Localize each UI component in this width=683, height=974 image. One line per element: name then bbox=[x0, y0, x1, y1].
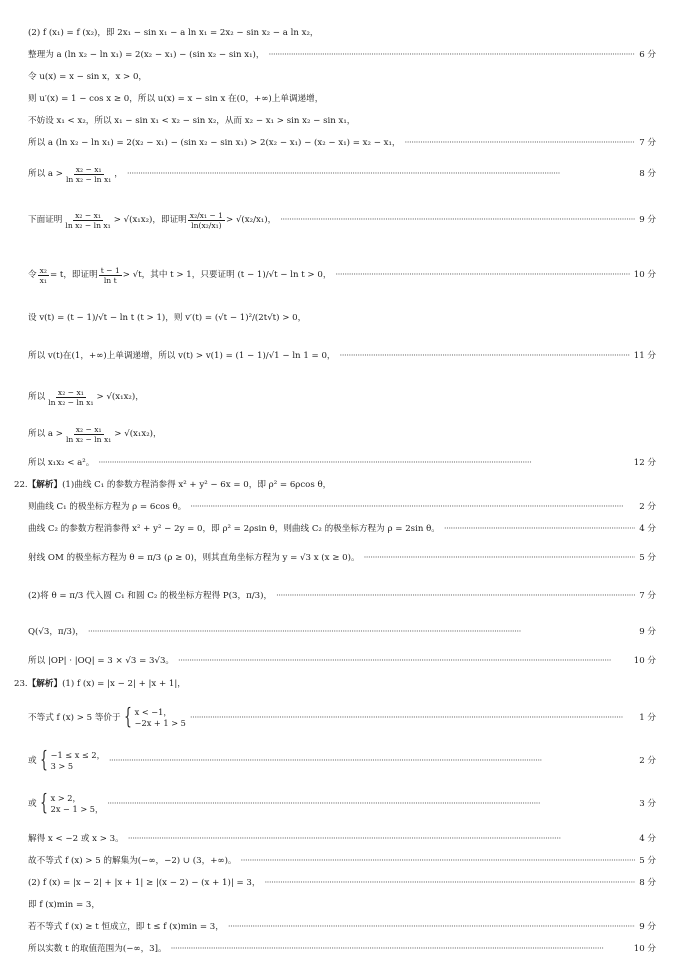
numerator: x₂ − x₁ bbox=[75, 424, 102, 434]
line-text: 所以 a > bbox=[28, 168, 63, 179]
leader-dots bbox=[190, 713, 635, 724]
text-line bbox=[28, 351, 656, 362]
text-line bbox=[28, 313, 656, 324]
line-text: (1)曲线 C₁ 的参数方程消参得 x² + y² − 6x = 0，即 ρ² = 6ρcos θ， bbox=[62, 480, 332, 490]
score-label: 8 分 bbox=[639, 878, 656, 888]
leader-dots bbox=[109, 756, 635, 767]
line-text: 不等式 f (x) > 5 等价于 bbox=[28, 712, 121, 723]
line-text: (2)将 θ = π/3 代入圆 C₁ 和圆 C₂ 的极坐标方程得 P(3，π/3)， bbox=[28, 591, 273, 601]
score-label: 12 分 bbox=[633, 458, 656, 468]
leader-dots bbox=[190, 502, 635, 513]
leader-dots bbox=[335, 270, 629, 281]
text-line bbox=[28, 502, 656, 513]
system-row: 2x − 1 > 5， bbox=[50, 804, 104, 814]
text-line bbox=[28, 553, 656, 564]
text-line bbox=[28, 138, 656, 149]
text-line bbox=[28, 423, 656, 445]
fraction bbox=[64, 425, 113, 444]
line-text: > √t，其中 t > 1，只要证明 (t − 1)/√t − ln t > 0， bbox=[122, 269, 332, 280]
score-label: 5 分 bbox=[639, 553, 656, 563]
fraction bbox=[63, 211, 112, 230]
system-row: −2x + 1 > 5 bbox=[134, 718, 186, 728]
line-text: 所以 bbox=[28, 391, 46, 402]
question-number: 23. bbox=[14, 679, 28, 689]
leader-dots bbox=[98, 458, 629, 469]
score-label: 8 分 bbox=[639, 168, 656, 179]
left-brace: { bbox=[123, 705, 132, 730]
score-label: 10 分 bbox=[633, 944, 656, 954]
text-line bbox=[28, 386, 656, 408]
line-text: 令 bbox=[28, 269, 37, 280]
system-row: x > 2， bbox=[50, 793, 81, 803]
line-text: 曲线 C₂ 的参数方程消参得 x² + y² − 2y = 0，即 ρ² = 2ρsin θ，则曲线 C₂ 的极坐标方程为 ρ = 2sin θ。 bbox=[28, 524, 440, 534]
score-label: 5 分 bbox=[639, 856, 656, 866]
numerator: t − 1 bbox=[100, 265, 120, 275]
line-text: = t，即证明 bbox=[49, 269, 98, 280]
text-line bbox=[28, 856, 656, 867]
text-line bbox=[28, 524, 656, 535]
line-text: 则 u′(x) = 1 − cos x ≥ 0，所以 u(x) = x − sin x 在(0，+∞)上单调递增， bbox=[28, 94, 324, 104]
line-text: 所以 a > bbox=[28, 428, 63, 439]
score-label: 2 分 bbox=[639, 755, 656, 766]
fraction bbox=[38, 266, 49, 285]
leader-dots bbox=[128, 834, 635, 845]
text-line bbox=[28, 50, 656, 61]
score-label: 7 分 bbox=[639, 138, 656, 148]
leader-dots bbox=[405, 138, 636, 149]
line-text: Q(√3，π/3)， bbox=[28, 627, 84, 637]
system-row: x < −1， bbox=[134, 707, 172, 717]
denominator: ln x₂ − ln x₁ bbox=[48, 397, 94, 407]
line-text: 所以 x₁x₂ < a²。 bbox=[28, 458, 95, 468]
question-number: 22. bbox=[14, 480, 28, 490]
question-22-header bbox=[14, 480, 642, 491]
text-line bbox=[28, 705, 656, 731]
leader-dots bbox=[228, 922, 635, 933]
score-label: 11 分 bbox=[633, 351, 656, 361]
text-line bbox=[28, 944, 656, 955]
leader-dots bbox=[340, 351, 630, 362]
text-line bbox=[28, 458, 656, 469]
score-label: 7 分 bbox=[639, 591, 656, 601]
text-line bbox=[28, 834, 656, 845]
left-brace: { bbox=[39, 791, 48, 816]
system-row: −1 ≤ x ≤ 2， bbox=[50, 750, 105, 760]
denominator: ln t bbox=[103, 275, 117, 285]
line-text: (2) f (x) = |x − 2| + |x + 1| ≥ |(x − 2) − (x + 1)| = 3， bbox=[28, 878, 261, 888]
denominator: ln x₂ − ln x₁ bbox=[65, 174, 112, 184]
equation-system bbox=[37, 750, 105, 772]
text-line bbox=[28, 791, 656, 817]
denominator: ln x₂ − ln x₁ bbox=[65, 220, 111, 230]
line-text: > √(x₂/x₁)， bbox=[226, 214, 277, 225]
text-line bbox=[28, 208, 656, 232]
leader-dots bbox=[178, 656, 630, 667]
line-text: 所以 v(t)在(1，+∞)上单调递增，所以 v(t) > v(1) = (1 − 1)/√1 − ln 1 = 0， bbox=[28, 351, 336, 361]
equation-system bbox=[37, 793, 104, 815]
numerator: x₂ − x₁ bbox=[75, 164, 102, 174]
fraction bbox=[188, 211, 225, 230]
leader-dots bbox=[364, 553, 636, 564]
line-text: 故不等式 f (x) > 5 的解集为(−∞，−2) ∪ (3，+∞)。 bbox=[28, 856, 237, 866]
analysis-tag: 【解析】 bbox=[27, 480, 63, 490]
score-label: 1 分 bbox=[639, 712, 656, 723]
score-label: 6 分 bbox=[639, 50, 656, 60]
line-text: 所以 a (ln x₂ − ln x₁) = 2(x₂ − x₁) − (sin x₂ − sin x₁) > 2(x₂ − x₁) − (x₂ − x₁) = x₂ − x₁， bbox=[28, 138, 401, 148]
line-text: (2) f (x₁) = f (x₂)，即 2x₁ − sin x₁ − a ln x₁ = 2x₂ − sin x₂ − a ln x₂， bbox=[28, 28, 319, 38]
line-text: 则曲线 C₁ 的极坐标方程为 ρ = 6cos θ。 bbox=[28, 502, 187, 512]
score-label: 9 分 bbox=[639, 214, 656, 225]
line-text: ， bbox=[114, 168, 123, 179]
fraction bbox=[64, 165, 113, 184]
leader-dots bbox=[276, 591, 635, 602]
line-text: > √(x₁x₂)， bbox=[114, 428, 162, 439]
leader-dots bbox=[280, 215, 635, 226]
line-text: 即 f (x)min = 3， bbox=[28, 900, 100, 910]
numerator: x₂ − x₁ bbox=[75, 210, 101, 220]
text-line bbox=[28, 264, 656, 286]
score-label: 9 分 bbox=[639, 922, 656, 932]
text-line bbox=[28, 878, 656, 889]
numerator: x₂/x₁ − 1 bbox=[189, 210, 224, 220]
leader-dots bbox=[171, 944, 630, 955]
line-text: 令 u(x) = x − sin x，x > 0， bbox=[28, 72, 148, 82]
line-text: > √(x₁x₂)， bbox=[96, 391, 144, 402]
question-23-header bbox=[14, 679, 642, 690]
leader-dots bbox=[127, 169, 635, 180]
line-text: 整理为 a (ln x₂ − ln x₁) = 2(x₂ − x₁) − (sin x₂ − sin x₁)， bbox=[28, 50, 265, 60]
text-line bbox=[28, 94, 656, 105]
line-text: 解得 x < −2 或 x > 3。 bbox=[28, 834, 124, 844]
text-line bbox=[28, 591, 656, 602]
text-line bbox=[28, 900, 656, 911]
text-line bbox=[28, 922, 656, 933]
text-line bbox=[28, 627, 656, 638]
denominator: x₁ bbox=[39, 275, 47, 285]
left-brace: { bbox=[39, 748, 48, 773]
leader-dots bbox=[241, 856, 636, 867]
line-text: 不妨设 x₁ < x₂，所以 x₁ − sin x₁ < x₂ − sin x₂，从而 x₂ − x₁ > sin x₂ − sin x₁， bbox=[28, 116, 356, 126]
line-text: 或 bbox=[28, 755, 37, 766]
leader-dots bbox=[107, 799, 635, 810]
line-text: 若不等式 f (x) ≥ t 恒成立，即 t ≤ f (x)min = 3， bbox=[28, 922, 224, 932]
line-text: 射线 OM 的极坐标方程为 θ = π/3 (ρ ≥ 0)，则其直角坐标方程为 y = √3 x (x ≥ 0)。 bbox=[28, 553, 360, 563]
line-text: > √(x₁x₂)，即证明 bbox=[113, 214, 187, 225]
line-text: (1) f (x) = |x − 2| + |x + 1|， bbox=[62, 679, 186, 689]
denominator: ln x₂ − ln x₁ bbox=[65, 434, 112, 444]
line-text: 设 v(t) = (t − 1)/√t − ln t (t > 1)，则 v′(t) = (√t − 1)²/(2t√t) > 0， bbox=[28, 313, 307, 323]
leader-dots bbox=[88, 627, 635, 638]
fraction bbox=[99, 266, 122, 285]
text-line bbox=[28, 748, 656, 774]
equation-system bbox=[121, 707, 186, 729]
text-line bbox=[28, 116, 656, 127]
fraction bbox=[46, 388, 95, 407]
score-label: 10 分 bbox=[633, 656, 656, 666]
line-text: 下面证明 bbox=[28, 214, 63, 225]
text-line bbox=[28, 656, 656, 667]
score-label: 10 分 bbox=[633, 269, 656, 280]
text-line bbox=[28, 28, 656, 39]
numerator: x₂ bbox=[39, 265, 47, 275]
leader-dots bbox=[269, 50, 636, 61]
leader-dots bbox=[444, 524, 635, 535]
numerator: x₂ − x₁ bbox=[57, 387, 84, 397]
score-label: 4 分 bbox=[639, 524, 656, 534]
line-text: 所以 |OP| · |OQ| = 3 × √3 = 3√3。 bbox=[28, 656, 175, 666]
denominator: ln(x₂/x₁) bbox=[191, 220, 222, 230]
line-text: 或 bbox=[28, 798, 37, 809]
score-label: 4 分 bbox=[639, 834, 656, 844]
system-row: 3 > 5 bbox=[50, 761, 74, 771]
leader-dots bbox=[264, 878, 635, 889]
analysis-tag: 【解析】 bbox=[27, 679, 63, 689]
line-text: 所以实数 t 的取值范围为(−∞，3]。 bbox=[28, 944, 167, 954]
score-label: 2 分 bbox=[639, 502, 656, 512]
text-line bbox=[28, 72, 656, 83]
score-label: 9 分 bbox=[639, 627, 656, 637]
score-label: 3 分 bbox=[639, 798, 656, 809]
text-line bbox=[28, 163, 656, 185]
